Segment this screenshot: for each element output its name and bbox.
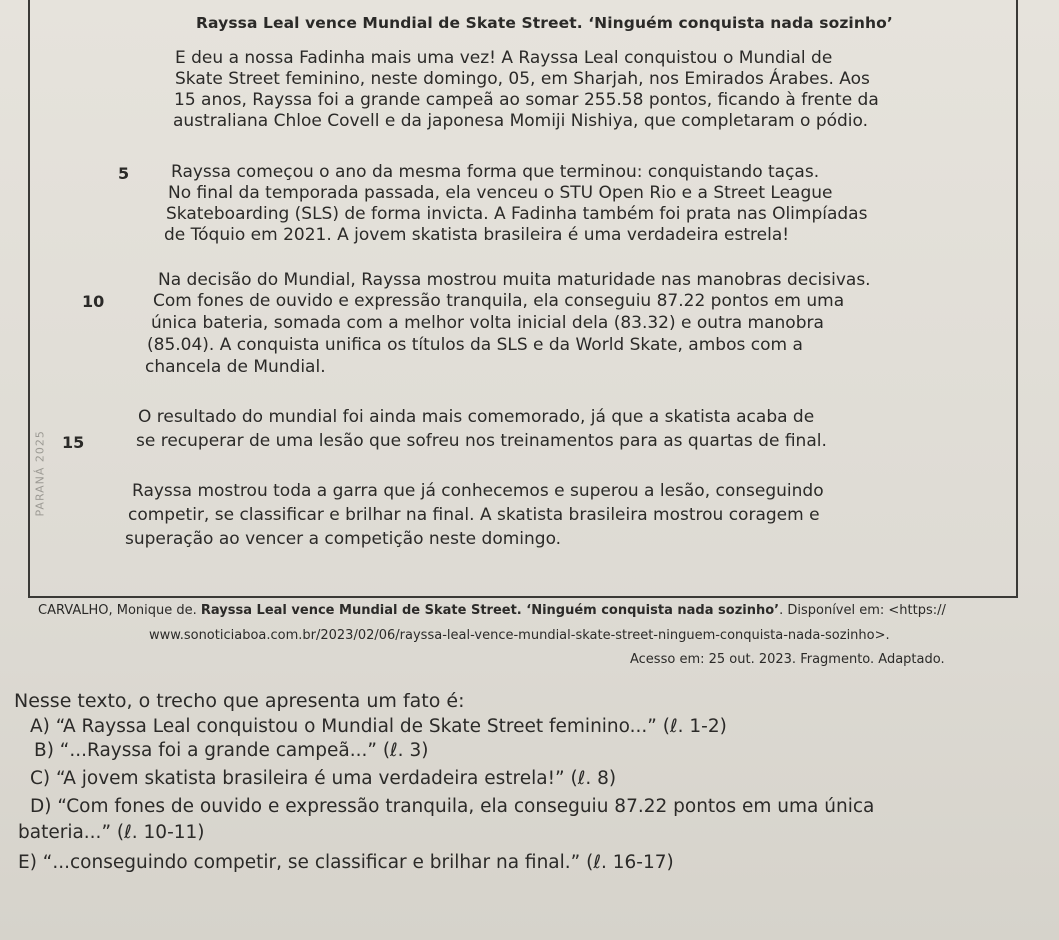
article-line-14: O resultado do mundial foi ainda mais comemorado, já que a skatista acaba de [138,407,815,427]
reference-url: www.sonoticiaboa.com.br/2023/02/06/rayssa-leal-vence-mundial-skate-street-ninguem-conquista-nada-sozinho>. [149,628,890,643]
article-line-8: de Tóquio em 2021. A jovem skatista brasileira é uma verdadeira estrela! [164,225,790,245]
article-line-9: Na decisão do Mundial, Rayssa mostrou muita maturidade nas manobras decisivas. [158,270,871,290]
article-line-3: 15 anos, Rayssa foi a grande campeã ao somar 255.58 pontos, ficando à frente da [174,90,879,110]
side-watermark: PARANÁ 2025 [33,430,47,517]
article-line-2: Skate Street feminino, neste domingo, 05, em Sharjah, nos Emirados Árabes. Aos [175,69,870,89]
article-line-16: Rayssa mostrou toda a garra que já conhecemos e superou a lesão, conseguindo [132,481,824,501]
article-line-11: única bateria, somada com a melhor volta inicial dela (83.32) e outra manobra [151,313,824,333]
article-line-6: No final da temporada passada, ela venceu o STU Open Rio e a Street League [168,183,833,203]
reference-access: Acesso em: 25 out. 2023. Fragmento. Adaptado. [630,652,945,667]
article-line-1: E deu a nossa Fadinha mais uma vez! A Rayssa Leal conquistou o Mundial de [175,48,833,68]
option-d[interactable]: D) “Com fones de ouvido e expressão tranquila, ela conseguiu 87.22 pontos em uma única [30,796,875,817]
article-line-18: superação ao vencer a competição neste domingo. [125,529,562,549]
article-line-10: Com fones de ouvido e expressão tranquila, ela conseguiu 87.22 pontos em uma [153,291,845,311]
reference-title: Rayssa Leal vence Mundial de Skate Street. ‘Ninguém conquista nada sozinho’ [200,603,780,618]
option-a[interactable]: A) “A Rayssa Leal conquistou o Mundial de Skate Street feminino...” (ℓ. 1-2) [30,716,727,737]
line-number-5: 5 [118,164,130,183]
reference-available: . Disponível em: <https:// [779,603,946,618]
article-line-4: australiana Chloe Covell e da japonesa Momiji Nishiya, que completaram o pódio. [173,111,869,131]
article-line-12: (85.04). A conquista unifica os títulos da SLS e da World Skate, ambos com a [147,335,803,355]
article-line-13: chancela de Mundial. [145,357,326,377]
reference-author: CARVALHO, Monique de. [38,603,201,618]
option-e[interactable]: E) “...conseguindo competir, se classificar e brilhar na final.” (ℓ. 16-17) [18,852,674,873]
article-line-15: se recuperar de uma lesão que sofreu nos treinamentos para as quartas de final. [136,431,827,451]
line-number-10: 10 [82,292,105,311]
question-prompt: Nesse texto, o trecho que apresenta um fato é: [14,690,465,712]
option-d-continuation: bateria...” (ℓ. 10-11) [18,822,205,843]
article-line-5: Rayssa começou o ano da mesma forma que terminou: conquistando taças. [171,162,820,182]
line-number-15: 15 [62,433,85,452]
option-b[interactable]: B) “...Rayssa foi a grande campeã...” (ℓ. 3) [34,740,429,761]
article-title: Rayssa Leal vence Mundial de Skate Street. ‘Ninguém conquista nada sozinho’ [196,14,893,32]
article-line-7: Skateboarding (SLS) de forma invicta. A Fadinha também foi prata nas Olimpíadas [166,204,868,224]
article-line-17: competir, se classificar e brilhar na final. A skatista brasileira mostrou coragem e [128,505,820,525]
option-c[interactable]: C) “A jovem skatista brasileira é uma verdadeira estrela!” (ℓ. 8) [30,768,617,789]
reference-line-1 [38,603,946,618]
